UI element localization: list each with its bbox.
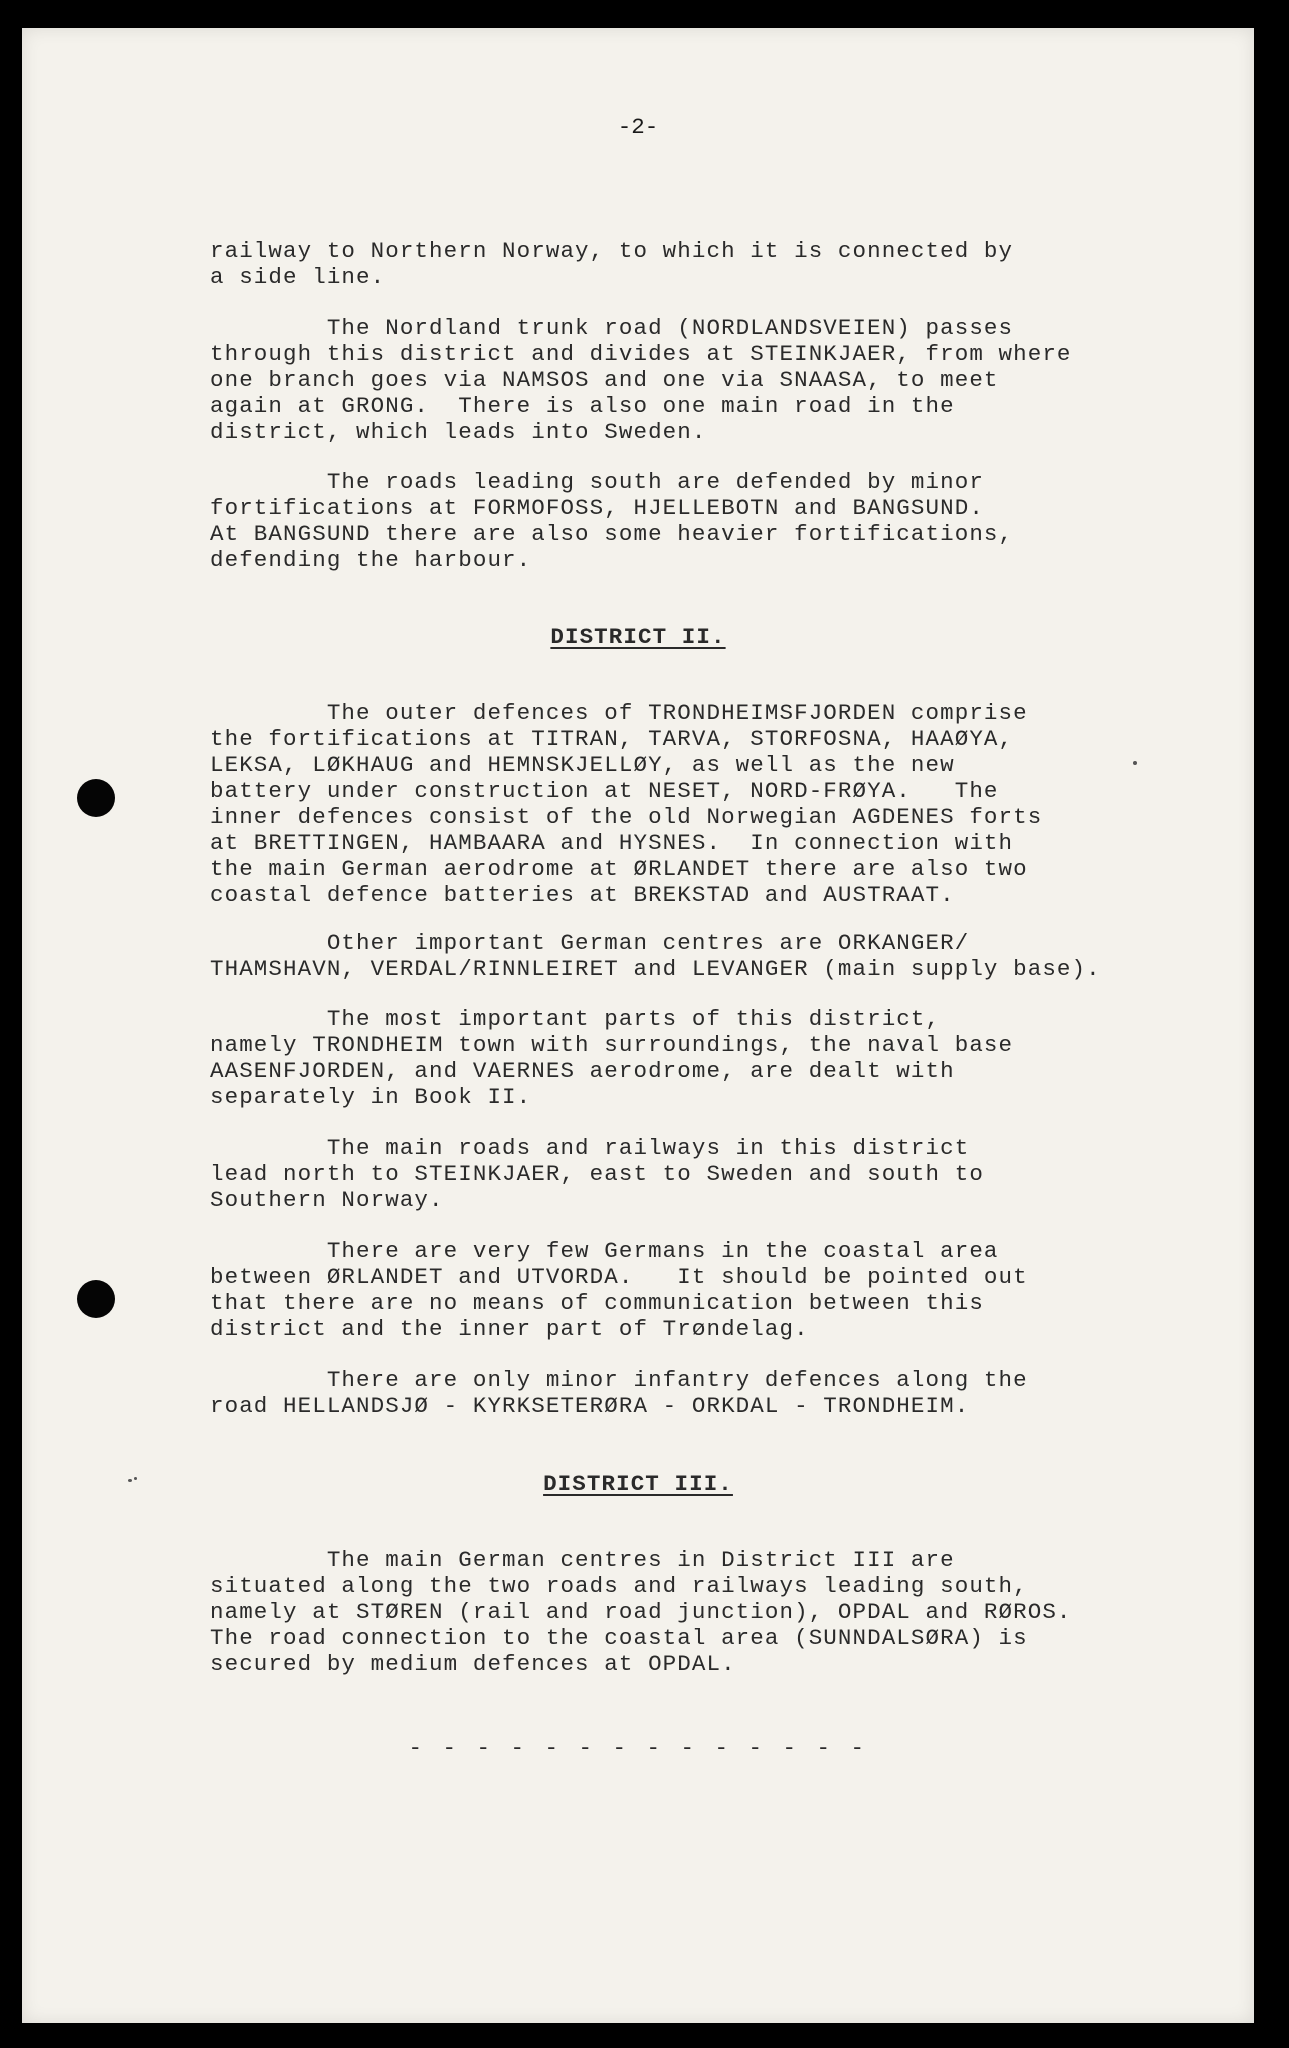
ink-speck — [1133, 761, 1137, 765]
paragraph-infantry-defences: There are only minor infantry defences along the road HELLANDSJØ - KYRKSETERØRA - ORKDAL - TRONDHEIM. — [210, 1367, 1028, 1419]
paragraph-south-roads: The roads leading south are defended by minor fortifications at FORMOFOSS, HJELLEBOTN and BANGSUND. At BANGSUND there are also some heavier fortifications, defending the harbour. — [210, 469, 1014, 573]
punch-hole-lower — [77, 1280, 115, 1318]
page-number: -2- — [617, 114, 659, 140]
document-page — [22, 28, 1254, 2023]
heading-district-3: DISTRICT III. — [543, 1471, 733, 1497]
punch-hole-upper — [77, 779, 115, 817]
paragraph-important-parts: The most important parts of this district, namely TRONDHEIM town with surroundings, the naval base AASENFJORDEN, and VAERNES aerodrome, are dealt with separately in Book II. — [210, 1006, 1014, 1110]
paragraph-nordland-road: The Nordland trunk road (NORDLANDSVEIEN) passes through this district and divides at STEINKJAER, from where one branch goes via NAMSOS and one via SNAASA, to meet again at GRONG. There is also one main road in the district, which leads into Sweden. — [210, 315, 1072, 445]
paragraph-railway: railway to Northern Norway, to which it is connected by a side line. — [210, 238, 1014, 290]
paragraph-district-3: The main German centres in District III are situated along the two roads and railways leading south, namely at STØREN (rail and road junction), OPDAL and RØROS. The road connection to the coastal area (SUNNDALSØRA) is secured by medium defences at OPDAL. — [210, 1547, 1072, 1677]
paragraph-outer-defences: The outer defences of TRONDHEIMSFJORDEN comprise the fortifications at TITRAN, TARVA, STORFOSNA, HAAØYA, LEKSA, LØKHAUG and HEMNSKJELLØY, as well as the new battery under construction at NESET, NORD-FRØYA. The inner defences consist of the old Norwegian AGDENES forts at BRETTINGEN, HAMBAARA and HYSNES. In connection with the main German aerodrome at ØRLANDET there are also two coastal defence batteries at BREKSTAD and AUSTRAAT. — [210, 700, 1043, 908]
paragraph-main-roads: The main roads and railways in this district lead north to STEINKJAER, east to Sweden and south to Southern Norway. — [210, 1135, 984, 1213]
end-rule: - - - - - - - - - - - - - - — [408, 1735, 868, 1761]
paragraph-coastal-area: There are very few Germans in the coastal area between ØRLANDET and UTVORDA. It should be pointed out that there are no means of communication between this district and the inner part of Trøndelag. — [210, 1238, 1028, 1342]
paragraph-german-centres: Other important German centres are ORKANGER/ THAMSHAVN, VERDAL/RINNLEIRET and LEVANGER (main supply base). — [210, 930, 1101, 982]
heading-district-2: DISTRICT II. — [550, 624, 726, 650]
